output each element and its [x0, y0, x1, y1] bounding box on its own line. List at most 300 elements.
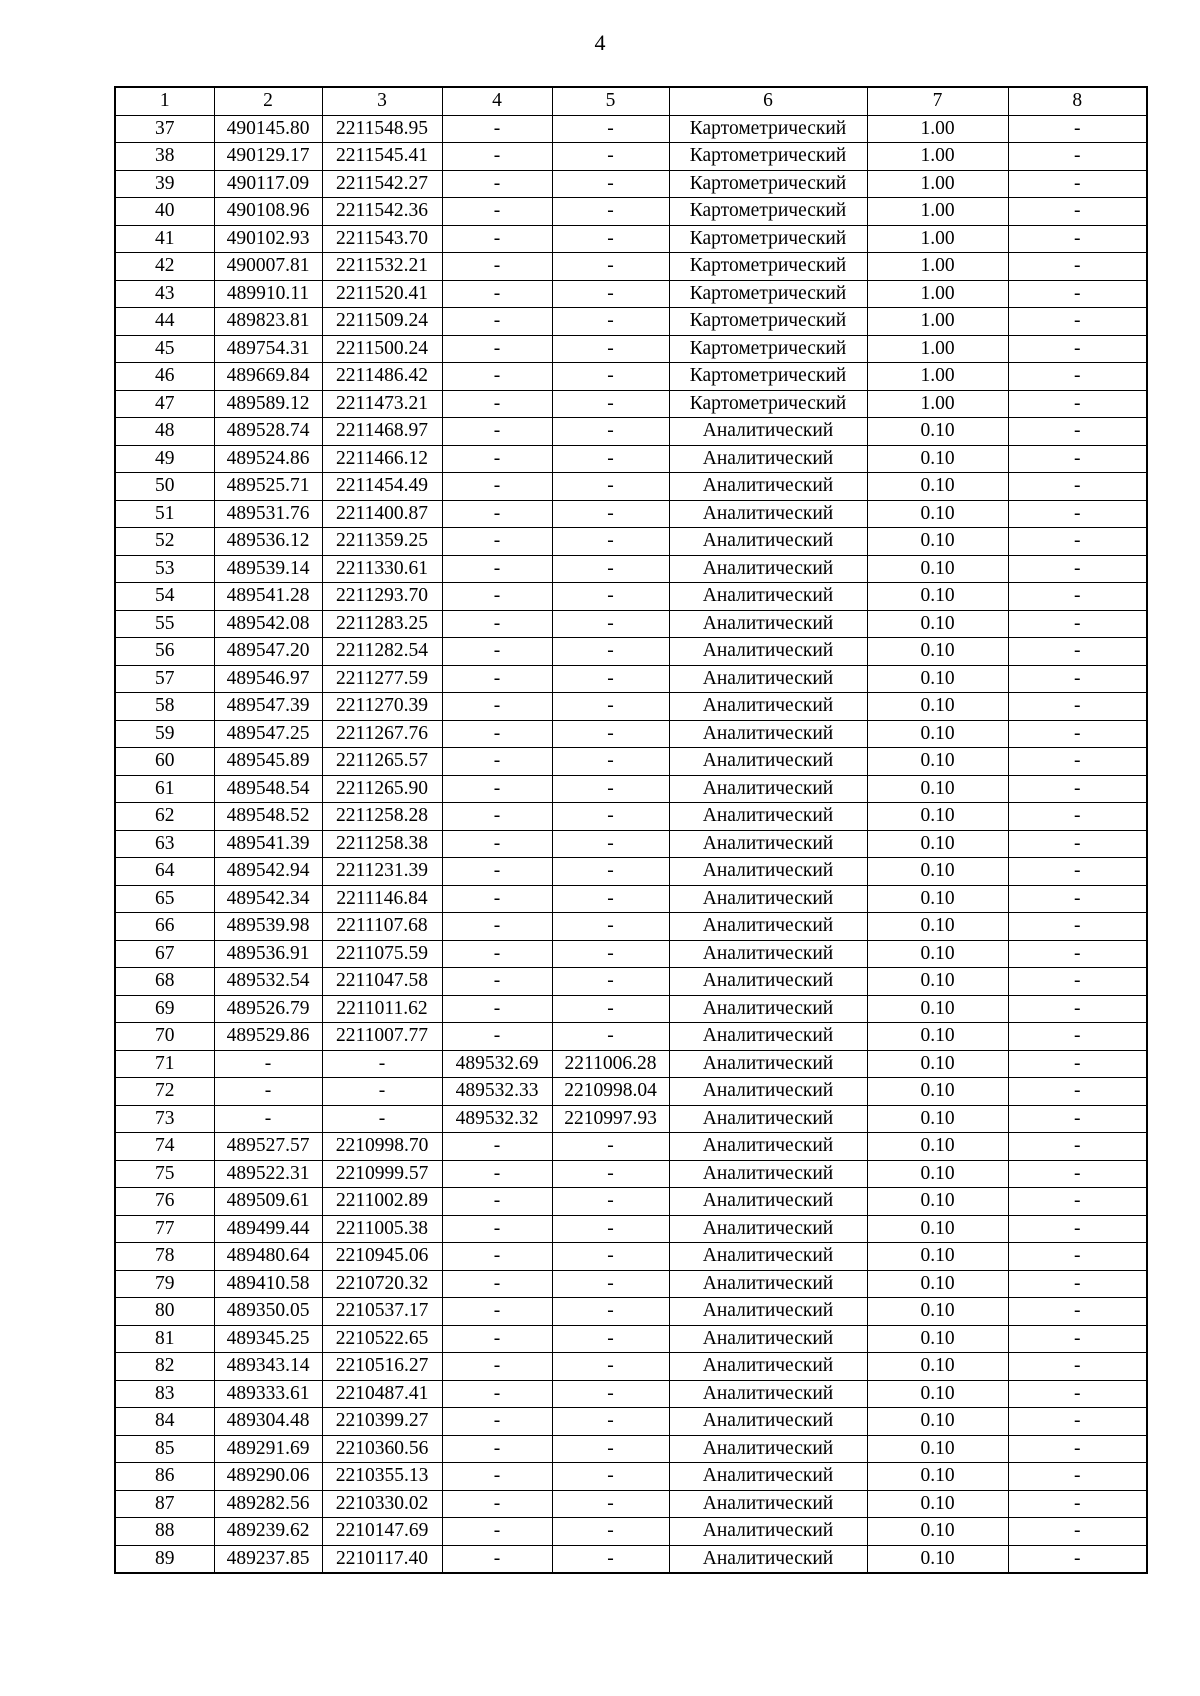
table-row [115, 1243, 1147, 1271]
x-coordinate-cell: 489536.91 [214, 940, 322, 968]
table-row [115, 968, 1147, 996]
x-new-cell: 489532.33 [442, 1078, 552, 1106]
note-cell: - [1008, 1545, 1147, 1573]
y-coordinate-cell: 2211532.21 [322, 253, 442, 281]
note-cell: - [1008, 280, 1147, 308]
point-number-cell: 64 [115, 858, 214, 886]
y-new-cell: - [552, 528, 669, 556]
y-coordinate-cell: 2211542.27 [322, 170, 442, 198]
accuracy-cell: 0.10 [867, 1463, 1008, 1491]
accuracy-cell: 0.10 [867, 995, 1008, 1023]
method-cell: Аналитический [669, 1270, 867, 1298]
y-new-cell: - [552, 1215, 669, 1243]
note-cell: - [1008, 363, 1147, 391]
x-coordinate-cell: 489546.97 [214, 665, 322, 693]
note-cell: - [1008, 913, 1147, 941]
table-row [115, 913, 1147, 941]
x-coordinate-cell: 489542.94 [214, 858, 322, 886]
x-new-cell: - [442, 500, 552, 528]
column-header: 8 [1008, 87, 1147, 115]
y-new-cell: - [552, 143, 669, 171]
accuracy-cell: 0.10 [867, 1243, 1008, 1271]
x-new-cell: - [442, 1188, 552, 1216]
table-row [115, 170, 1147, 198]
method-cell: Аналитический [669, 830, 867, 858]
table-row [115, 1325, 1147, 1353]
x-coordinate-cell: 489291.69 [214, 1435, 322, 1463]
note-cell: - [1008, 1023, 1147, 1051]
method-cell: Аналитический [669, 555, 867, 583]
y-new-cell: - [552, 803, 669, 831]
accuracy-cell: 0.10 [867, 1298, 1008, 1326]
table-row [115, 1353, 1147, 1381]
accuracy-cell: 0.10 [867, 968, 1008, 996]
note-cell: - [1008, 308, 1147, 336]
x-coordinate-cell: 489522.31 [214, 1160, 322, 1188]
x-coordinate-cell: 489499.44 [214, 1215, 322, 1243]
x-coordinate-cell: 489304.48 [214, 1408, 322, 1436]
table-row [115, 1270, 1147, 1298]
accuracy-cell: 1.00 [867, 253, 1008, 281]
x-coordinate-cell: - [214, 1050, 322, 1078]
table-row [115, 748, 1147, 776]
method-cell: Аналитический [669, 1325, 867, 1353]
method-cell: Аналитический [669, 1463, 867, 1491]
y-coordinate-cell: 2211231.39 [322, 858, 442, 886]
x-coordinate-cell: 490117.09 [214, 170, 322, 198]
y-new-cell: - [552, 1243, 669, 1271]
x-new-cell: - [442, 858, 552, 886]
x-new-cell: - [442, 445, 552, 473]
accuracy-cell: 0.10 [867, 555, 1008, 583]
y-new-cell: - [552, 1023, 669, 1051]
column-header: 4 [442, 87, 552, 115]
x-new-cell: - [442, 1270, 552, 1298]
point-number-cell: 37 [115, 115, 214, 143]
method-cell: Аналитический [669, 858, 867, 886]
accuracy-cell: 1.00 [867, 335, 1008, 363]
accuracy-cell: 1.00 [867, 143, 1008, 171]
point-number-cell: 69 [115, 995, 214, 1023]
y-new-cell: - [552, 1380, 669, 1408]
accuracy-cell: 0.10 [867, 1353, 1008, 1381]
x-new-cell: - [442, 1380, 552, 1408]
x-new-cell: - [442, 885, 552, 913]
x-coordinate-cell: 489547.25 [214, 720, 322, 748]
accuracy-cell: 0.10 [867, 1023, 1008, 1051]
y-new-cell: - [552, 500, 669, 528]
x-coordinate-cell: 490108.96 [214, 198, 322, 226]
x-new-cell: - [442, 1408, 552, 1436]
table-row [115, 198, 1147, 226]
point-number-cell: 81 [115, 1325, 214, 1353]
table-row [115, 803, 1147, 831]
method-cell: Аналитический [669, 445, 867, 473]
note-cell: - [1008, 390, 1147, 418]
accuracy-cell: 0.10 [867, 1215, 1008, 1243]
method-cell: Картометрический [669, 198, 867, 226]
y-new-cell: - [552, 225, 669, 253]
accuracy-cell: 0.10 [867, 693, 1008, 721]
method-cell: Аналитический [669, 1215, 867, 1243]
note-cell: - [1008, 1050, 1147, 1078]
table-row [115, 1215, 1147, 1243]
x-new-cell: - [442, 1215, 552, 1243]
accuracy-cell: 1.00 [867, 225, 1008, 253]
method-cell: Аналитический [669, 1078, 867, 1106]
y-new-cell: - [552, 1298, 669, 1326]
note-cell: - [1008, 1105, 1147, 1133]
x-new-cell: - [442, 253, 552, 281]
x-new-cell: - [442, 638, 552, 666]
y-coordinate-cell: 2211258.28 [322, 803, 442, 831]
method-cell: Картометрический [669, 363, 867, 391]
method-cell: Аналитический [669, 1545, 867, 1573]
x-new-cell: - [442, 473, 552, 501]
point-number-cell: 88 [115, 1518, 214, 1546]
note-cell: - [1008, 1435, 1147, 1463]
y-coordinate-cell: 2211075.59 [322, 940, 442, 968]
accuracy-cell: 0.10 [867, 1380, 1008, 1408]
table-row [115, 610, 1147, 638]
method-cell: Аналитический [669, 720, 867, 748]
method-cell: Картометрический [669, 335, 867, 363]
column-header: 2 [214, 87, 322, 115]
point-number-cell: 56 [115, 638, 214, 666]
y-new-cell: - [552, 390, 669, 418]
x-coordinate-cell: 490102.93 [214, 225, 322, 253]
x-new-cell: - [442, 115, 552, 143]
accuracy-cell: 1.00 [867, 363, 1008, 391]
y-new-cell: - [552, 1325, 669, 1353]
y-coordinate-cell: 2210147.69 [322, 1518, 442, 1546]
y-coordinate-cell: 2211466.12 [322, 445, 442, 473]
x-coordinate-cell: 489290.06 [214, 1463, 322, 1491]
y-coordinate-cell: - [322, 1050, 442, 1078]
table-row [115, 1463, 1147, 1491]
note-cell: - [1008, 253, 1147, 281]
y-new-cell: - [552, 858, 669, 886]
accuracy-cell: 0.10 [867, 1408, 1008, 1436]
y-new-cell: - [552, 473, 669, 501]
y-coordinate-cell: 2211545.41 [322, 143, 442, 171]
table-row [115, 940, 1147, 968]
point-number-cell: 82 [115, 1353, 214, 1381]
accuracy-cell: 0.10 [867, 445, 1008, 473]
y-new-cell: - [552, 555, 669, 583]
y-new-cell: - [552, 1133, 669, 1161]
accuracy-cell: 1.00 [867, 390, 1008, 418]
x-new-cell: - [442, 693, 552, 721]
x-coordinate-cell: 489545.89 [214, 748, 322, 776]
note-cell: - [1008, 198, 1147, 226]
x-coordinate-cell: 489532.54 [214, 968, 322, 996]
note-cell: - [1008, 445, 1147, 473]
note-cell: - [1008, 748, 1147, 776]
x-new-cell: - [442, 225, 552, 253]
note-cell: - [1008, 583, 1147, 611]
x-new-cell: - [442, 968, 552, 996]
y-new-cell: - [552, 170, 669, 198]
table-row [115, 1380, 1147, 1408]
table-row [115, 693, 1147, 721]
y-coordinate-cell: 2211002.89 [322, 1188, 442, 1216]
note-cell: - [1008, 885, 1147, 913]
y-coordinate-cell: 2211007.77 [322, 1023, 442, 1051]
y-coordinate-cell: 2211146.84 [322, 885, 442, 913]
note-cell: - [1008, 500, 1147, 528]
accuracy-cell: 0.10 [867, 473, 1008, 501]
note-cell: - [1008, 1215, 1147, 1243]
table-header-row [115, 87, 1147, 115]
x-coordinate-cell: 489536.12 [214, 528, 322, 556]
y-coordinate-cell: 2211486.42 [322, 363, 442, 391]
point-number-cell: 71 [115, 1050, 214, 1078]
y-new-cell: - [552, 1408, 669, 1436]
x-new-cell: 489532.69 [442, 1050, 552, 1078]
y-coordinate-cell: 2211005.38 [322, 1215, 442, 1243]
table-row [115, 775, 1147, 803]
y-new-cell: - [552, 775, 669, 803]
note-cell: - [1008, 968, 1147, 996]
point-number-cell: 45 [115, 335, 214, 363]
point-number-cell: 55 [115, 610, 214, 638]
method-cell: Аналитический [669, 418, 867, 446]
method-cell: Картометрический [669, 225, 867, 253]
y-coordinate-cell: 2211270.39 [322, 693, 442, 721]
y-coordinate-cell: 2211400.87 [322, 500, 442, 528]
table-row [115, 418, 1147, 446]
method-cell: Картометрический [669, 143, 867, 171]
y-new-cell: - [552, 445, 669, 473]
point-number-cell: 39 [115, 170, 214, 198]
point-number-cell: 57 [115, 665, 214, 693]
y-coordinate-cell: 2211454.49 [322, 473, 442, 501]
x-new-cell: - [442, 1545, 552, 1573]
accuracy-cell: 0.10 [867, 803, 1008, 831]
y-new-cell: - [552, 665, 669, 693]
table-row [115, 1133, 1147, 1161]
point-number-cell: 76 [115, 1188, 214, 1216]
y-coordinate-cell: 2211267.76 [322, 720, 442, 748]
x-new-cell: - [442, 390, 552, 418]
accuracy-cell: 1.00 [867, 280, 1008, 308]
x-coordinate-cell: 490129.17 [214, 143, 322, 171]
note-cell: - [1008, 638, 1147, 666]
y-coordinate-cell: 2211047.58 [322, 968, 442, 996]
accuracy-cell: 0.10 [867, 1435, 1008, 1463]
x-coordinate-cell: 489541.28 [214, 583, 322, 611]
y-coordinate-cell: 2211107.68 [322, 913, 442, 941]
y-new-cell: - [552, 1353, 669, 1381]
point-number-cell: 42 [115, 253, 214, 281]
table-row [115, 253, 1147, 281]
y-new-cell: - [552, 610, 669, 638]
accuracy-cell: 0.10 [867, 500, 1008, 528]
x-coordinate-cell: - [214, 1105, 322, 1133]
x-coordinate-cell: 489345.25 [214, 1325, 322, 1353]
accuracy-cell: 0.10 [867, 1518, 1008, 1546]
point-number-cell: 66 [115, 913, 214, 941]
x-new-cell: - [442, 198, 552, 226]
y-coordinate-cell: 2211330.61 [322, 555, 442, 583]
x-new-cell: - [442, 170, 552, 198]
y-new-cell: - [552, 830, 669, 858]
y-new-cell: - [552, 638, 669, 666]
x-new-cell: - [442, 803, 552, 831]
point-number-cell: 61 [115, 775, 214, 803]
accuracy-cell: 0.10 [867, 830, 1008, 858]
table-row [115, 1518, 1147, 1546]
x-new-cell: - [442, 1490, 552, 1518]
x-coordinate-cell: 489350.05 [214, 1298, 322, 1326]
x-new-cell: - [442, 913, 552, 941]
table-row [115, 1188, 1147, 1216]
table-row [115, 308, 1147, 336]
y-coordinate-cell: 2211500.24 [322, 335, 442, 363]
y-new-cell: - [552, 253, 669, 281]
y-new-cell: - [552, 363, 669, 391]
point-number-cell: 62 [115, 803, 214, 831]
x-coordinate-cell: 489910.11 [214, 280, 322, 308]
y-coordinate-cell: 2210522.65 [322, 1325, 442, 1353]
note-cell: - [1008, 1298, 1147, 1326]
x-new-cell: - [442, 363, 552, 391]
note-cell: - [1008, 830, 1147, 858]
accuracy-cell: 0.10 [867, 1050, 1008, 1078]
y-new-cell: - [552, 1435, 669, 1463]
x-coordinate-cell: 489410.58 [214, 1270, 322, 1298]
x-coordinate-cell: 490007.81 [214, 253, 322, 281]
table-row [115, 858, 1147, 886]
accuracy-cell: 0.10 [867, 528, 1008, 556]
method-cell: Аналитический [669, 1490, 867, 1518]
method-cell: Аналитический [669, 1408, 867, 1436]
x-new-cell: - [442, 1160, 552, 1188]
note-cell: - [1008, 528, 1147, 556]
note-cell: - [1008, 1078, 1147, 1106]
y-coordinate-cell: 2210117.40 [322, 1545, 442, 1573]
x-new-cell: - [442, 995, 552, 1023]
x-new-cell: - [442, 940, 552, 968]
x-new-cell: - [442, 720, 552, 748]
y-new-cell: - [552, 1160, 669, 1188]
x-coordinate-cell: 489525.71 [214, 473, 322, 501]
x-coordinate-cell: 489669.84 [214, 363, 322, 391]
x-new-cell: - [442, 665, 552, 693]
method-cell: Аналитический [669, 1353, 867, 1381]
y-new-cell: - [552, 1270, 669, 1298]
accuracy-cell: 0.10 [867, 1545, 1008, 1573]
x-coordinate-cell: 489509.61 [214, 1188, 322, 1216]
table-row [115, 445, 1147, 473]
note-cell: - [1008, 1380, 1147, 1408]
x-coordinate-cell: 489527.57 [214, 1133, 322, 1161]
note-cell: - [1008, 1408, 1147, 1436]
table-row [115, 555, 1147, 583]
accuracy-cell: 0.10 [867, 1105, 1008, 1133]
note-cell: - [1008, 803, 1147, 831]
point-number-cell: 79 [115, 1270, 214, 1298]
note-cell: - [1008, 995, 1147, 1023]
y-coordinate-cell: - [322, 1078, 442, 1106]
table-body [115, 115, 1147, 1573]
table-row [115, 1023, 1147, 1051]
table-row [115, 143, 1147, 171]
x-coordinate-cell: - [214, 1078, 322, 1106]
x-coordinate-cell: 489531.76 [214, 500, 322, 528]
y-coordinate-cell: 2210999.57 [322, 1160, 442, 1188]
accuracy-cell: 0.10 [867, 1133, 1008, 1161]
x-coordinate-cell: 489528.74 [214, 418, 322, 446]
method-cell: Аналитический [669, 500, 867, 528]
point-number-cell: 77 [115, 1215, 214, 1243]
method-cell: Аналитический [669, 995, 867, 1023]
note-cell: - [1008, 1353, 1147, 1381]
table-row [115, 1408, 1147, 1436]
y-new-cell: 2210997.93 [552, 1105, 669, 1133]
table-row [115, 1050, 1147, 1078]
method-cell: Аналитический [669, 1518, 867, 1546]
accuracy-cell: 0.10 [867, 418, 1008, 446]
table-row [115, 280, 1147, 308]
table-row [115, 1160, 1147, 1188]
y-new-cell: - [552, 335, 669, 363]
table-row [115, 1490, 1147, 1518]
y-coordinate-cell: 2211277.59 [322, 665, 442, 693]
method-cell: Аналитический [669, 528, 867, 556]
y-new-cell: - [552, 940, 669, 968]
note-cell: - [1008, 1243, 1147, 1271]
point-number-cell: 51 [115, 500, 214, 528]
method-cell: Аналитический [669, 913, 867, 941]
x-new-cell: - [442, 1133, 552, 1161]
accuracy-cell: 0.10 [867, 583, 1008, 611]
note-cell: - [1008, 858, 1147, 886]
note-cell: - [1008, 1490, 1147, 1518]
accuracy-cell: 0.10 [867, 1325, 1008, 1353]
point-number-cell: 58 [115, 693, 214, 721]
y-coordinate-cell: 2211548.95 [322, 115, 442, 143]
table-row [115, 1545, 1147, 1573]
method-cell: Аналитический [669, 665, 867, 693]
point-number-cell: 85 [115, 1435, 214, 1463]
table-row [115, 500, 1147, 528]
point-number-cell: 83 [115, 1380, 214, 1408]
x-coordinate-cell: 489754.31 [214, 335, 322, 363]
method-cell: Аналитический [669, 940, 867, 968]
column-header: 3 [322, 87, 442, 115]
y-new-cell: - [552, 198, 669, 226]
y-coordinate-cell: 2210487.41 [322, 1380, 442, 1408]
y-new-cell: 2211006.28 [552, 1050, 669, 1078]
note-cell: - [1008, 775, 1147, 803]
x-coordinate-cell: 489542.08 [214, 610, 322, 638]
method-cell: Аналитический [669, 693, 867, 721]
table-row [115, 473, 1147, 501]
x-coordinate-cell: 489524.86 [214, 445, 322, 473]
y-new-cell: - [552, 583, 669, 611]
note-cell: - [1008, 143, 1147, 171]
point-number-cell: 44 [115, 308, 214, 336]
x-coordinate-cell: 489529.86 [214, 1023, 322, 1051]
note-cell: - [1008, 170, 1147, 198]
point-number-cell: 41 [115, 225, 214, 253]
y-new-cell: - [552, 308, 669, 336]
point-number-cell: 48 [115, 418, 214, 446]
x-new-cell: - [442, 1023, 552, 1051]
x-coordinate-cell: 489547.20 [214, 638, 322, 666]
